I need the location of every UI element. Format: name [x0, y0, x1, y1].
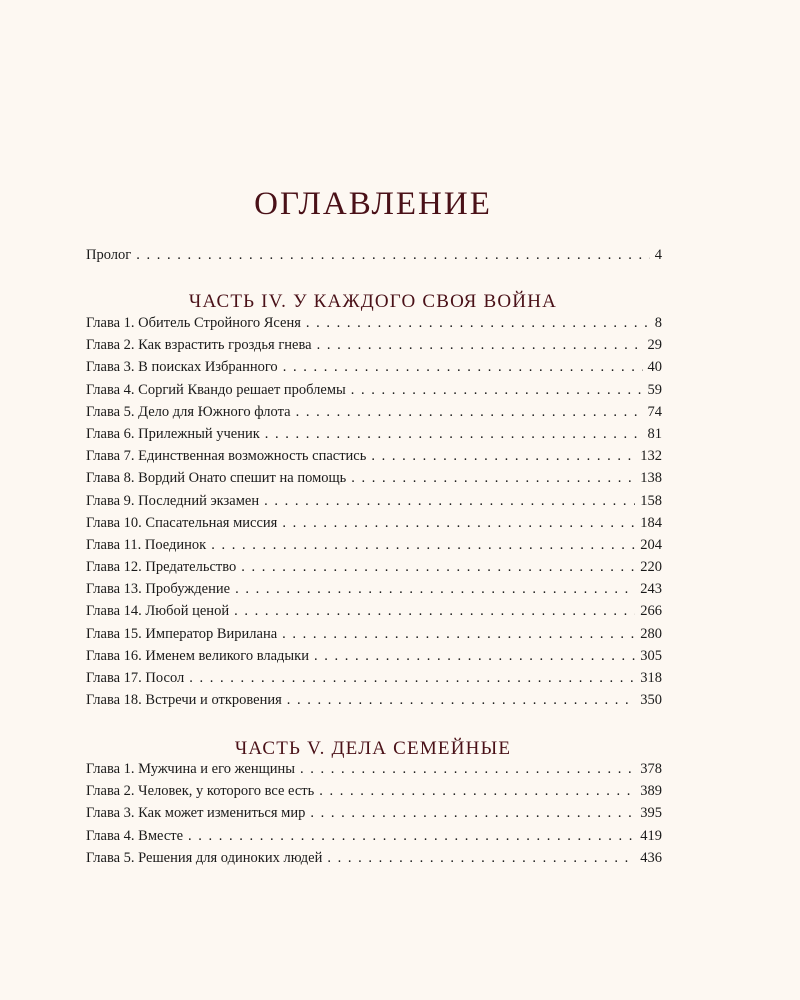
entry-title: Глава 14. Любой ценой	[86, 603, 230, 620]
dot-leader	[314, 648, 635, 665]
entry-title: Глава 6. Прилежный ученик	[86, 425, 260, 442]
toc-entry[interactable]	[86, 537, 662, 559]
page-number: 350	[640, 692, 662, 709]
page-number: 395	[640, 805, 662, 822]
page-number: 419	[640, 827, 662, 844]
entry-title: Глава 18. Встречи и откровения	[86, 692, 282, 709]
part-heading-iv: ЧАСТЬ IV. У КАЖДОГО СВОЯ ВОЙНА	[188, 291, 558, 312]
toc-entry[interactable]	[86, 470, 662, 492]
toc-entry[interactable]	[86, 670, 662, 692]
toc-entry[interactable]	[86, 337, 662, 359]
dot-leader	[300, 761, 635, 778]
page-title: ОГЛАВЛЕНИЕ	[254, 186, 492, 222]
entry-title: Глава 4. Соргий Квандо решает проблемы	[86, 381, 346, 398]
dot-leader	[264, 493, 635, 510]
toc-entry[interactable]	[86, 448, 662, 470]
page-number: 59	[647, 381, 662, 398]
page-number: 138	[640, 470, 662, 487]
page-number: 436	[640, 849, 662, 866]
entry-title: Глава 9. Последний экзамен	[86, 492, 260, 509]
entry-title: Пролог	[86, 247, 132, 263]
entry-title: Глава 13. Пробуждение	[86, 581, 231, 598]
toc-entry[interactable]	[86, 783, 662, 805]
entry-title: Глава 2. Человек, у которого все есть	[86, 783, 315, 800]
page-number: 318	[640, 670, 662, 686]
entry-title: Глава 3. Как может измениться мир	[86, 805, 306, 822]
toc-entry[interactable]	[86, 761, 662, 783]
entry-title: Глава 12. Предательство	[86, 559, 237, 576]
dot-leader	[241, 559, 635, 576]
dot-leader	[235, 581, 635, 598]
page-number: 40	[647, 359, 662, 376]
dot-leader	[371, 448, 635, 465]
dot-leader	[351, 382, 643, 399]
page-number: 81	[647, 425, 662, 442]
entry-title: Глава 16. Именем великого владыки	[86, 647, 309, 664]
dot-leader	[265, 426, 643, 443]
page-number: 29	[647, 337, 662, 354]
dot-leader	[282, 515, 635, 532]
entry-title: Глава 7. Единственная возможность спастись	[86, 448, 367, 465]
page-number: 378	[640, 761, 662, 777]
dot-leader	[189, 670, 635, 687]
entry-title: Глава 1. Обитель Стройного Ясеня	[86, 315, 301, 331]
page-number: 305	[640, 647, 662, 664]
part-heading-v: ЧАСТЬ V. ДЕЛА СЕМЕЙНЫЕ	[234, 738, 512, 759]
toc-entry[interactable]	[86, 603, 662, 625]
entry-title: Глава 2. Как взрастить гроздья гнева	[86, 337, 312, 354]
dot-leader	[317, 337, 643, 354]
dot-leader	[296, 404, 643, 421]
dot-leader	[136, 247, 650, 264]
page-number: 266	[640, 603, 662, 620]
dot-leader	[283, 359, 643, 376]
toc-entry[interactable]	[86, 382, 662, 404]
page-number: 4	[654, 247, 662, 263]
entry-title: Глава 4. Вместе	[86, 827, 184, 844]
page-number: 132	[640, 448, 662, 465]
page-number: 243	[640, 581, 662, 598]
toc-entry[interactable]	[86, 828, 662, 850]
entry-title: Глава 11. Поединок	[86, 536, 207, 553]
entry-title: Глава 3. В поисках Избранного	[86, 359, 278, 376]
dot-leader	[234, 603, 635, 620]
toc-entry[interactable]	[86, 426, 662, 448]
toc-entry[interactable]	[86, 559, 662, 581]
prologue-list	[86, 247, 662, 269]
dot-leader	[306, 315, 650, 332]
dot-leader	[351, 470, 635, 487]
toc-entry[interactable]	[86, 581, 662, 603]
dot-leader	[188, 828, 635, 845]
toc-entry[interactable]	[86, 648, 662, 670]
dot-leader	[287, 692, 635, 709]
entry-title: Глава 5. Решения для одиноких людей	[86, 849, 323, 866]
page-number: 389	[640, 783, 662, 800]
entry-title: Глава 1. Мужчина и его женщины	[86, 761, 296, 777]
toc-entry[interactable]	[86, 315, 662, 337]
entry-title: Глава 15. Император Вирилана	[86, 625, 278, 642]
page-number: 74	[647, 403, 662, 420]
page-number: 220	[640, 559, 662, 576]
page-number: 184	[640, 514, 662, 531]
toc-entry[interactable]	[86, 805, 662, 827]
dot-leader	[310, 805, 635, 822]
toc-entry-prologue[interactable]	[86, 247, 662, 269]
entry-title: Глава 10. Спасательная миссия	[86, 514, 278, 531]
part-v-chapter-list	[86, 761, 662, 872]
entry-title: Глава 17. Посол	[86, 670, 185, 686]
dot-leader	[282, 626, 635, 643]
toc-entry[interactable]	[86, 692, 662, 714]
entry-title: Глава 8. Вордий Онато спешит на помощь	[86, 470, 347, 487]
page-number: 8	[654, 315, 662, 331]
dot-leader	[327, 850, 635, 867]
toc-entry[interactable]	[86, 515, 662, 537]
toc-entry[interactable]	[86, 493, 662, 515]
toc-entry[interactable]	[86, 404, 662, 426]
dot-leader	[319, 783, 635, 800]
toc-entry[interactable]	[86, 626, 662, 648]
page-number: 158	[640, 492, 662, 509]
page-number: 280	[640, 625, 662, 642]
dot-leader	[211, 537, 635, 554]
part-iv-chapter-list	[86, 315, 662, 714]
toc-entry[interactable]	[86, 359, 662, 381]
entry-title: Глава 5. Дело для Южного флота	[86, 403, 291, 420]
page-number: 204	[640, 536, 662, 553]
toc-entry[interactable]	[86, 850, 662, 872]
